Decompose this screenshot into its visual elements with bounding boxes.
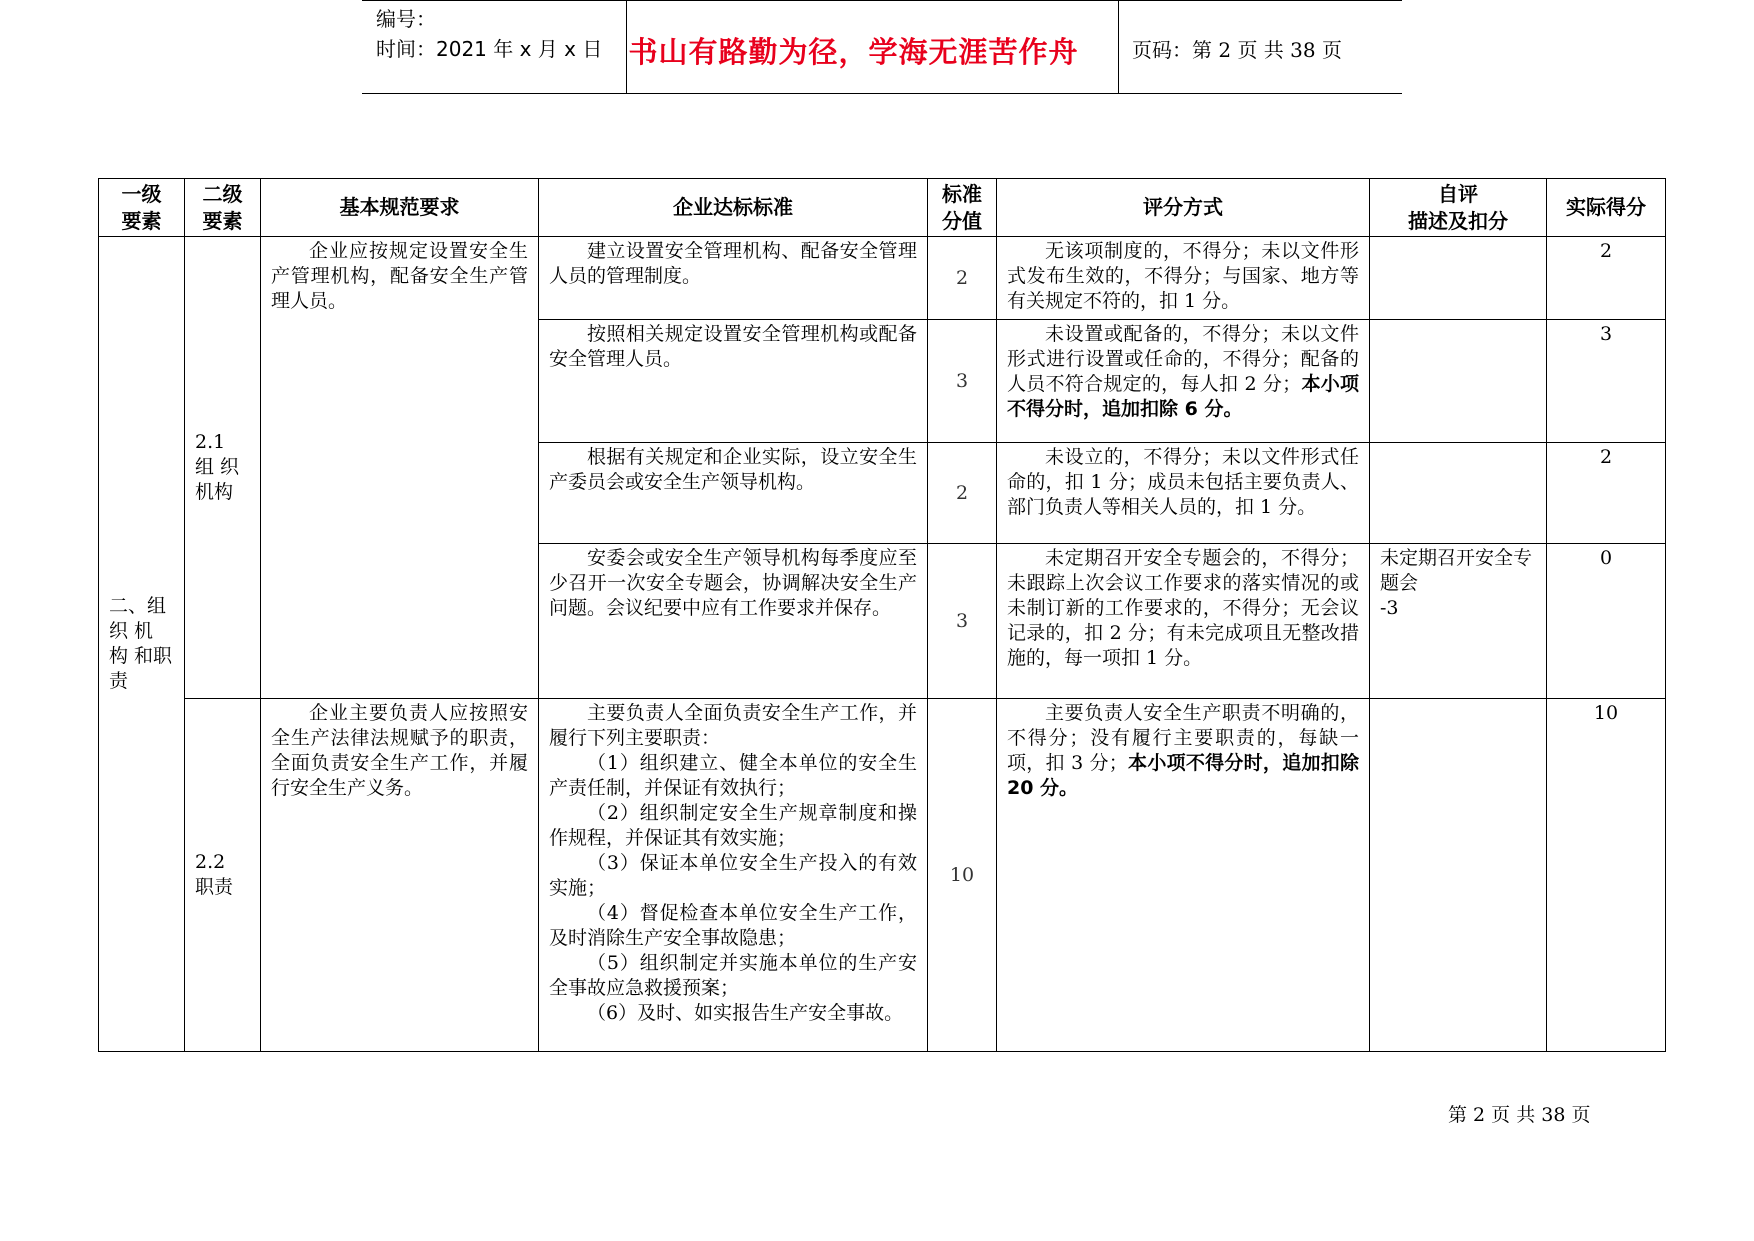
header-time-label: 时间：2021 年 x 月 x 日 — [376, 37, 603, 61]
header-number-label: 编号： — [376, 7, 436, 31]
method-cell: 未定期召开安全专题会的，不得分；未跟踪上次会议工作要求的落实情况的或未制订新的工作要求的，不得分；无会议记录的，扣 2 分；有未完成项且无整改措施的，每一项扣 1 分。 — [997, 544, 1370, 699]
level2-cell: 2.1 组 织 机构 — [185, 237, 261, 699]
score-cell: 10 — [928, 699, 997, 1052]
table-row — [99, 699, 1666, 1052]
self-evaluation-cell — [1370, 699, 1547, 1052]
header-page-info: 页码：第 2 页 共 38 页 — [1132, 38, 1342, 62]
self-evaluation-deduction: -3 — [1380, 597, 1399, 619]
method-cell: 主要负责人安全生产职责不明确的，不得分；没有履行主要职责的，每缺一项，扣 3 分；本小项不得分时，追加扣除 20 分。 — [997, 699, 1370, 1052]
page-header — [362, 0, 1402, 94]
score-cell: 2 — [928, 443, 997, 544]
standard-item: （4）督促检查本单位安全生产工作，及时消除生产安全事故隐患； — [549, 902, 917, 949]
header-meta — [376, 4, 602, 64]
header-score: 标准 分值 — [928, 179, 997, 237]
standard-cell: 建立设置安全管理机构、配备安全管理人员的管理制度。 — [539, 237, 928, 320]
standard-intro: 主要负责人全面负责安全生产工作，并履行下列主要职责： — [549, 702, 917, 749]
header-top-rule — [362, 0, 1402, 1]
level1-cell: 二、组织 机 构 和职责 — [99, 237, 185, 1052]
header-level1: 一级 要素 — [99, 179, 185, 237]
table-row — [99, 237, 1666, 320]
standard-item: （2）组织制定安全生产规章制度和操作规程，并保证其有效实施； — [549, 802, 917, 849]
header-standard: 企业达标标准 — [539, 179, 928, 237]
standard-item: （6）及时、如实报告生产安全事故。 — [587, 1002, 904, 1024]
standard-cell: 根据有关规定和企业实际，设立安全生产委员会或安全生产领导机构。 — [539, 443, 928, 544]
actual-score-cell: 3 — [1547, 320, 1666, 443]
self-evaluation-cell — [1370, 443, 1547, 544]
method-cell: 未设置或配备的，不得分；未以文件形式进行设置或任命的，不得分；配备的人员不符合规定的，每人扣 2 分；本小项不得分时，追加扣除 6 分。 — [997, 320, 1370, 443]
standard-cell: 安委会或安全生产领导机构每季度应至少召开一次安全专题会，协调解决安全生产问题。会议纪要中应有工作要求并保存。 — [539, 544, 928, 699]
evaluation-table — [98, 178, 1666, 1052]
header-level2: 二级 要素 — [185, 179, 261, 237]
header-motto: 书山有路勤为径，学海无涯苦作舟 — [628, 35, 1079, 69]
standard-cell — [539, 699, 928, 1052]
level2-cell: 2.2 职责 — [185, 699, 261, 1052]
actual-score-cell: 10 — [1547, 699, 1666, 1052]
basic-requirement-cell: 企业应按规定设置安全生产管理机构，配备安全生产管理人员。 — [261, 237, 539, 699]
header-actual-score: 实际得分 — [1547, 179, 1666, 237]
standard-item: （1）组织建立、健全本单位的安全生产责任制，并保证有效执行； — [549, 752, 917, 799]
standard-cell: 按照相关规定设置安全管理机构或配备安全管理人员。 — [539, 320, 928, 443]
score-cell: 2 — [928, 237, 997, 320]
standard-item: （5）组织制定并实施本单位的生产安全事故应急救援预案； — [549, 952, 917, 999]
footer-page-number: 第 2 页 共 38 页 — [1448, 1104, 1591, 1126]
actual-score-cell: 0 — [1547, 544, 1666, 699]
actual-score-cell: 2 — [1547, 443, 1666, 544]
method-cell: 未设立的，不得分；未以文件形式任命的，扣 1 分；成员未包括主要负责人、部门负责人等相关人员的，扣 1 分。 — [997, 443, 1370, 544]
header-scoring-method: 评分方式 — [997, 179, 1370, 237]
table-header-row — [99, 179, 1666, 237]
self-evaluation-cell — [1370, 544, 1547, 699]
header-basic-requirements: 基本规范要求 — [261, 179, 539, 237]
header-bottom-rule — [362, 93, 1402, 94]
actual-score-cell: 2 — [1547, 237, 1666, 320]
header-self-evaluation: 自评 描述及扣分 — [1370, 179, 1547, 237]
score-cell: 3 — [928, 320, 997, 443]
standard-item: （3）保证本单位安全生产投入的有效实施； — [549, 852, 917, 899]
score-cell: 3 — [928, 544, 997, 699]
self-evaluation-cell — [1370, 320, 1547, 443]
header-divider — [1118, 0, 1119, 94]
self-evaluation-cell — [1370, 237, 1547, 320]
basic-requirement-cell: 企业主要负责人应按照安全生产法律法规赋予的职责，全面负责安全生产工作，并履行安全生产义务。 — [261, 699, 539, 1052]
method-cell: 无该项制度的，不得分；未以文件形式发布生效的，不得分；与国家、地方等有关规定不符的，扣 1 分。 — [997, 237, 1370, 320]
self-evaluation-note: 未定期召开安全专题会 — [1380, 547, 1533, 594]
